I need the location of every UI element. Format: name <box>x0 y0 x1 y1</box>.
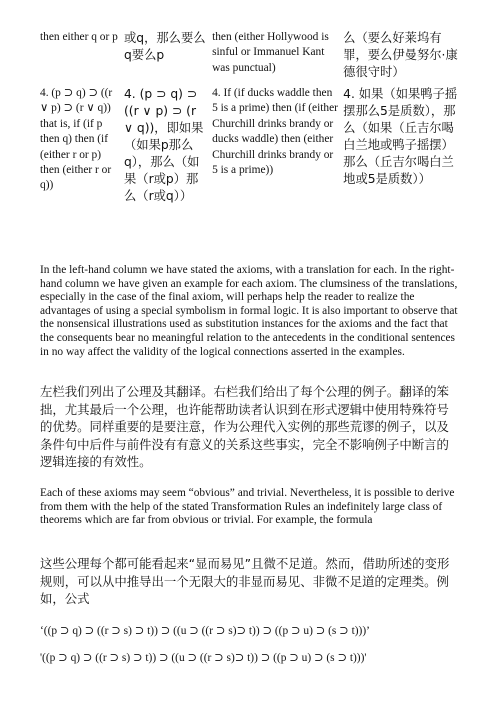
paragraph-columns-en: In the left-hand column we have stated the axioms, with a translation for each. In the right-hand column we have given an example for each axiom. The clumsiness of the translations, especially in the case of the final axiom, will perhaps help the reader to realize the advantages of using a special symbolism in formal logic. It is also important to observe that the nonsensical illustrations used as substitution instances for the axioms and the fact that the consequents bear no meaningful relation to the antecedents in the conditional sentences in no way affect the validity of the logical connections asserted in the examples. <box>40 264 458 358</box>
table-row <box>38 30 461 86</box>
axiom-example-zh: 4. 如果（如果鸭子摇摆那么5是质数），那么（如果（丘吉尔喝白兰地或鸭子摇摆）那么（丘吉尔喝白兰地或5是质数）） <box>343 87 458 186</box>
table-row <box>38 86 461 205</box>
paragraph-columns-zh: 左栏我们列出了公理及其翻译。右栏我们给出了每个公理的例子。翻译的笨拙，尤其最后一个公理，也许能帮助读者认识到在形式逻辑中使用特殊符号的优势。同样重要的是要注意，作为公理代入实例的那些荒谬的例子，以及条件句中后件与前件没有有意义的关系这些事实，完全不影响例子中断言的逻辑连接的有效性。 <box>40 384 449 470</box>
axiom-example-zh: 么（要么好莱坞有罪，要么伊曼努尔·康德很守时） <box>343 31 458 79</box>
axiom-example-en: 4. If (if ducks waddle then 5 is a prime) then (if (either Churchill drinks brandy or ducks waddle) then (either Churchill drinks brandy or 5 is a prime)) <box>212 87 338 177</box>
paragraph-axioms-en: Each of these axioms may seem “obvious” and trivial. Nevertheless, it is possible to derive from them with the help of the stated Transformation Rules an indefinitely large class of theorems which are far from obvious or trivial. For example, the formula <box>40 487 455 527</box>
axiom-formula-zh: 4. (p ⊃ q) ⊃ ((r ∨ p) ⊃ (r ∨ q))，即如果（如果p那么q），那么（如果（r或p）那么（r或q）） <box>123 87 204 203</box>
axiom-formula-en: 4. (p ⊃ q) ⊃ ((r ∨ p) ⊃ (r ∨ q)) that is, if (if p then q) then (if (either r or p) then (either r or q)) <box>40 87 113 192</box>
axiom-example-en: then (either Hollywood is sinful or Immanuel Kant was punctual) <box>212 31 329 74</box>
axiom-formula-zh: 或q，那么要么q要么p <box>123 31 206 62</box>
formula-quoted: ‘((p ⊃ q) ⊃ ((r ⊃ s) ⊃ t)) ⊃ ((u ⊃ ((r ⊃ s)⊃ t)) ⊃ ((p ⊃ u) ⊃ (s ⊃ t)))’ <box>40 625 370 637</box>
paragraph-axioms-zh: 这些公理每个都可能看起来“显而易见”且微不足道。然而，借助所述的变形规则，可以从中推导出一个无限大的非显而易见、非微不足道的定理类。例如，公式 <box>40 556 450 607</box>
formula-quoted-alt: '((p ⊃ q) ⊃ ((r ⊃ s) ⊃ t)) ⊃ ((u ⊃ ((r ⊃ s)⊃ t)) ⊃ ((p ⊃ u) ⊃ (s ⊃ t)))' <box>40 652 367 664</box>
axioms-table <box>38 30 461 205</box>
axiom-formula-en: then either q or p <box>40 31 118 43</box>
